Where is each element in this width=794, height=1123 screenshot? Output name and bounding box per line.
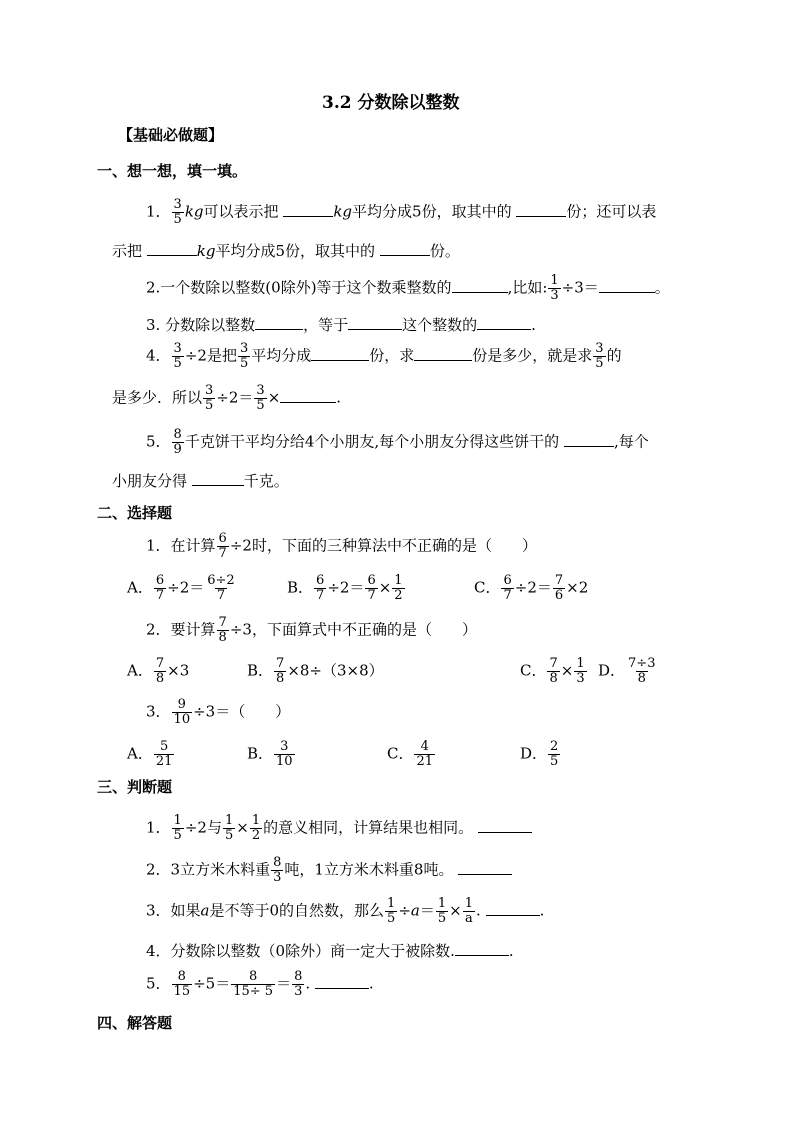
answer-blank[interactable] bbox=[414, 359, 472, 361]
s2-question-1: 1．在计算 $\frac{6}{7}$ ÷2时，下面的三种算法中不正确的是（ ） bbox=[146, 531, 537, 561]
s2-q2-option-c[interactable]: C． $\frac{7}{8}$ × $\frac{1}{3}$ bbox=[520, 656, 585, 686]
answer-blank[interactable] bbox=[380, 254, 430, 256]
answer-blank[interactable] bbox=[311, 359, 369, 361]
s1-question-1-line1: 1． $\frac{3}{5}$ kg可以表示把 kg平均分成5份，取其中的 份；还可以表 bbox=[146, 197, 657, 227]
answer-blank[interactable] bbox=[564, 445, 614, 447]
answer-blank[interactable] bbox=[486, 914, 540, 916]
s1-question-5-line2: 小朋友分得 千克。 bbox=[112, 472, 289, 490]
answer-blank[interactable] bbox=[516, 215, 566, 217]
answer-blank[interactable] bbox=[478, 831, 532, 833]
s3-question-3: 3．如果a是不等于0的自然数，那么 $\frac{1}{5}$ ÷a＝ $\frac{1}{5}$ × $\frac{1}{a}$ . . bbox=[146, 896, 545, 926]
page-title: 3.2 分数除以整数 bbox=[322, 93, 460, 113]
answer-blank[interactable] bbox=[147, 254, 197, 256]
s1-question-2: 2.一个数除以整数(0除外)等于这个数乘整数的 ,比如: $\frac{1}{3}$ ÷3＝ 。 bbox=[146, 273, 670, 303]
answer-blank[interactable] bbox=[280, 401, 336, 403]
answer-blank[interactable] bbox=[192, 484, 244, 486]
answer-blank[interactable] bbox=[477, 328, 531, 330]
s3-question-1: 1． $\frac{1}{5}$ ÷2与 $\frac{1}{5}$ × $\frac{1}{2}$ 的意义相同，计算结果也相同。 bbox=[146, 814, 532, 843]
fraction: $\frac{1}{3}$ bbox=[550, 273, 559, 303]
s3-question-5: 5． $\frac{8}{15}$ ÷5＝ $\frac{8}{15\div 5}$ ＝ $\frac{8}{3}$ . . bbox=[146, 969, 374, 999]
s3-question-4: 4．分数除以整数（0除外）商一定大于被除数. . bbox=[146, 942, 514, 960]
answer-blank[interactable] bbox=[455, 954, 509, 956]
fraction: $\frac{3}{5}$ bbox=[256, 383, 265, 413]
s2-q1-option-b[interactable]: B． $\frac{6}{7}$ ÷2＝ $\frac{6}{7}$ × $\frac{1}{2}$ bbox=[287, 573, 403, 603]
s2-q3-option-a[interactable]: A． $\frac{5}{21}$ bbox=[127, 739, 173, 769]
section-3-heading: 三、判断题 bbox=[97, 778, 173, 796]
s2-question-3: 3． $\frac{9}{10}$ ÷3＝（ ） bbox=[146, 697, 291, 727]
fraction: $\frac{3}{5}$ bbox=[173, 341, 182, 371]
answer-blank[interactable] bbox=[255, 328, 303, 330]
s2-question-2: 2．要计算 $\frac{7}{8}$ ÷3，下面算式中不正确的是（ ） bbox=[146, 615, 477, 645]
answer-blank[interactable] bbox=[599, 291, 655, 293]
answer-blank[interactable] bbox=[458, 873, 512, 875]
answer-blank[interactable] bbox=[452, 291, 508, 293]
fraction: $\frac{8}{9}$ bbox=[173, 427, 182, 457]
fraction: $\frac{9}{10}$ bbox=[173, 697, 191, 727]
answer-blank[interactable] bbox=[315, 987, 369, 989]
s2-q3-option-c[interactable]: C． $\frac{4}{21}$ bbox=[387, 739, 434, 769]
s1-question-4-line2: 是多少．所以 $\frac{3}{5}$ ÷2＝ $\frac{3}{5}$ × . bbox=[112, 383, 342, 413]
q-num: 1． bbox=[146, 202, 171, 221]
fraction: $\frac{7}{8}$ bbox=[218, 615, 227, 645]
s1-question-1-line2: 示把 kg平均分成5份，取其中的 份。 bbox=[112, 242, 460, 260]
s2-q1-option-a[interactable]: A． $\frac{6}{7}$ ÷2＝ $\frac{6\div 2}{7}$ bbox=[127, 573, 235, 603]
s2-q2-option-b[interactable]: B． $\frac{7}{8}$ ×8÷（3×8） bbox=[247, 656, 384, 686]
s3-question-2: 2．3立方米木料重 $\frac{8}{3}$ 吨，1立方米木料重8吨。 bbox=[146, 856, 512, 885]
fraction: $\frac{3}{5}$ bbox=[205, 383, 214, 413]
fraction: $\frac{3}{5}$ bbox=[239, 341, 249, 371]
section-tag: 【基础必做题】 bbox=[118, 126, 224, 144]
section-1-heading: 一、想一想，填一填。 bbox=[97, 162, 248, 180]
s1-question-5-line1: 5． $\frac{8}{9}$ 千克饼干平均分给4个小朋友,每个小朋友分得这些饼干的 ,每个 bbox=[146, 427, 649, 457]
s2-q2-option-d[interactable]: D． $\frac{7\div 3}{8}$ bbox=[598, 656, 656, 686]
s1-question-3: 3. 分数除以整数 ，等于 这个整数的 . bbox=[146, 316, 536, 334]
s2-q2-option-a[interactable]: A． $\frac{7}{8}$ ×3 bbox=[127, 656, 190, 686]
s2-q1-option-c[interactable]: C． $\frac{6}{7}$ ÷2＝ $\frac{7}{6}$ ×2 bbox=[474, 573, 589, 603]
section-2-heading: 二、选择题 bbox=[97, 504, 173, 522]
fraction: $\frac{3}{5}$ bbox=[173, 197, 182, 227]
s2-q3-option-d[interactable]: D． $\frac{2}{5}$ bbox=[520, 739, 559, 769]
answer-blank[interactable] bbox=[348, 328, 402, 330]
unit: kg bbox=[184, 202, 204, 221]
s1-question-4-line1: 4． $\frac{3}{5}$ ÷2是把 $\frac{3}{5}$ 平均分成 份，求 份是多少，就是求 $\frac{3}{5}$ 的 bbox=[146, 341, 622, 371]
s2-q3-option-b[interactable]: B． $\frac{3}{10}$ bbox=[247, 739, 293, 769]
fraction: $\frac{3}{5}$ bbox=[595, 341, 604, 371]
fraction: $\frac{6}{7}$ bbox=[218, 531, 227, 561]
section-4-heading: 四、解答题 bbox=[97, 1014, 173, 1032]
answer-blank[interactable] bbox=[283, 215, 333, 217]
